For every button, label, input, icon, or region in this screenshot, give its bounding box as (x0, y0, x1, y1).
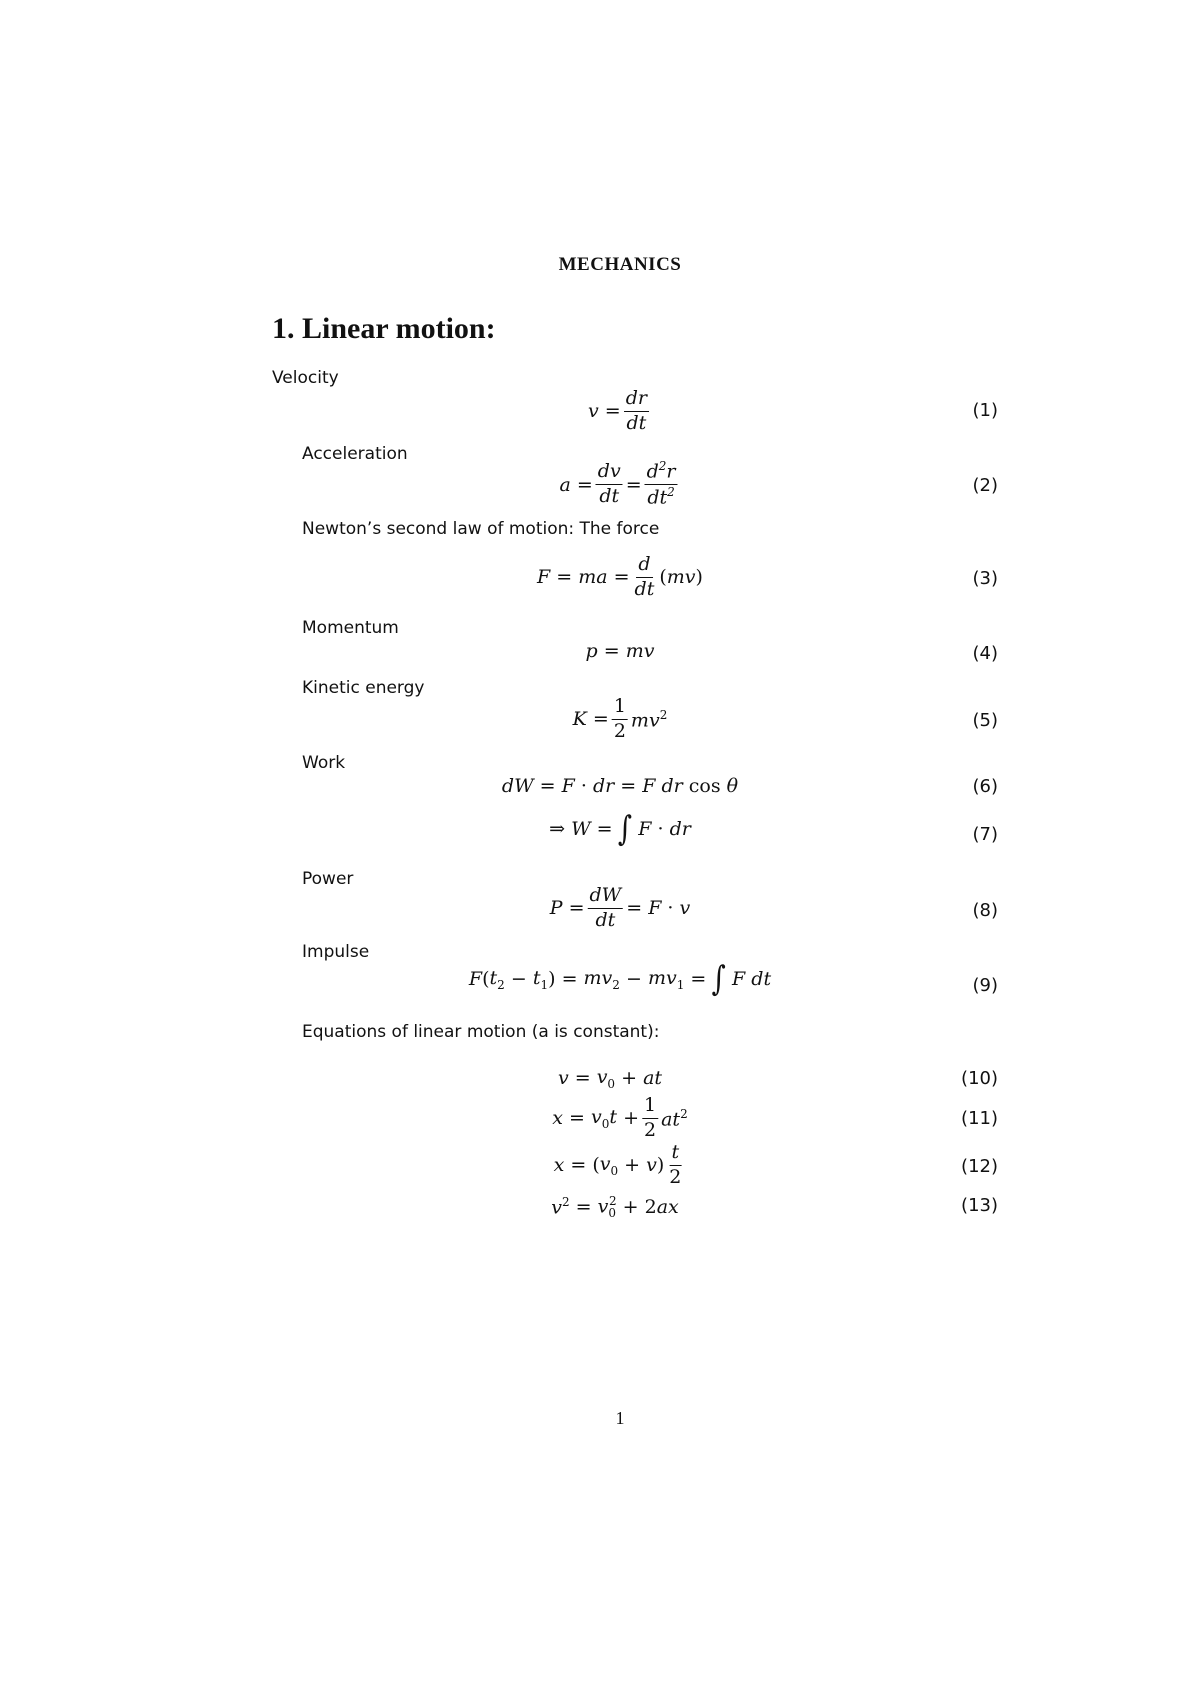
equation-12: x = ( $v_0$ + v ) $\frac{t}{2}$ (553, 1141, 682, 1188)
equation-number-6: (6) (972, 776, 998, 797)
label-momentum: Momentum (302, 618, 399, 638)
equation-3: F = ma = $\frac{d}{dt}$ ( mv ) (537, 553, 703, 600)
equation-number-10: (10) (961, 1068, 998, 1089)
label-linear-motion: Equations of linear motion (a is constant): (302, 1022, 660, 1042)
equation-1: v = $\frac{dr}{dt}$ (588, 387, 647, 434)
equation-number-3: (3) (972, 568, 998, 589)
equation-number-11: (11) (961, 1108, 998, 1129)
label-newton: Newton’s second law of motion: The force (302, 519, 660, 539)
equation-4: p = mv (585, 640, 655, 662)
equation-number-2: (2) (972, 475, 998, 496)
equation-10: v = $v_0$ + at (557, 1066, 663, 1091)
equation-number-12: (12) (961, 1156, 998, 1177)
equation-7: ⇒ W = ∫ F · dr (549, 809, 691, 849)
equation-number-13: (13) (961, 1195, 998, 1216)
equation-number-1: (1) (972, 400, 998, 421)
label-velocity: Velocity (272, 368, 339, 388)
equation-number-8: (8) (972, 900, 998, 921)
equation-number-9: (9) (972, 975, 998, 996)
equation-number-4: (4) (972, 643, 998, 664)
label-acceleration: Acceleration (302, 444, 408, 464)
equation-2: a = $\frac{dv}{dt}$ = $\frac{d^2r}{dt^2}$ (559, 459, 676, 509)
label-impulse: Impulse (302, 942, 370, 962)
equation-number-7: (7) (972, 824, 998, 845)
label-kinetic-energy: Kinetic energy (302, 678, 425, 698)
page-number: 1 (615, 1408, 625, 1428)
equation-number-5: (5) (972, 710, 998, 731)
label-power: Power (302, 869, 354, 889)
section-heading: 1. Linear motion: (272, 312, 496, 345)
equation-13: $v^2$ = $v_0^2$ + 2 ax (551, 1194, 679, 1221)
equation-6: dW = F · dr = F dr cos θ (501, 775, 739, 797)
equation-8: P = $\frac{dW}{dt}$ = F · v (549, 884, 691, 931)
equation-11: x = $v_0t$ + $\frac{1}{2}$ $at^2$ (552, 1094, 688, 1141)
label-work: Work (302, 753, 346, 773)
equation-9: F ( $t_2$ − $t_1$ ) = $mv_2$ − $mv_1$ = ∫ F dt (468, 959, 772, 999)
page-title: MECHANICS (558, 254, 682, 275)
equation-5: K = $\frac{1}{2}$ $mv^2$ (572, 695, 668, 742)
